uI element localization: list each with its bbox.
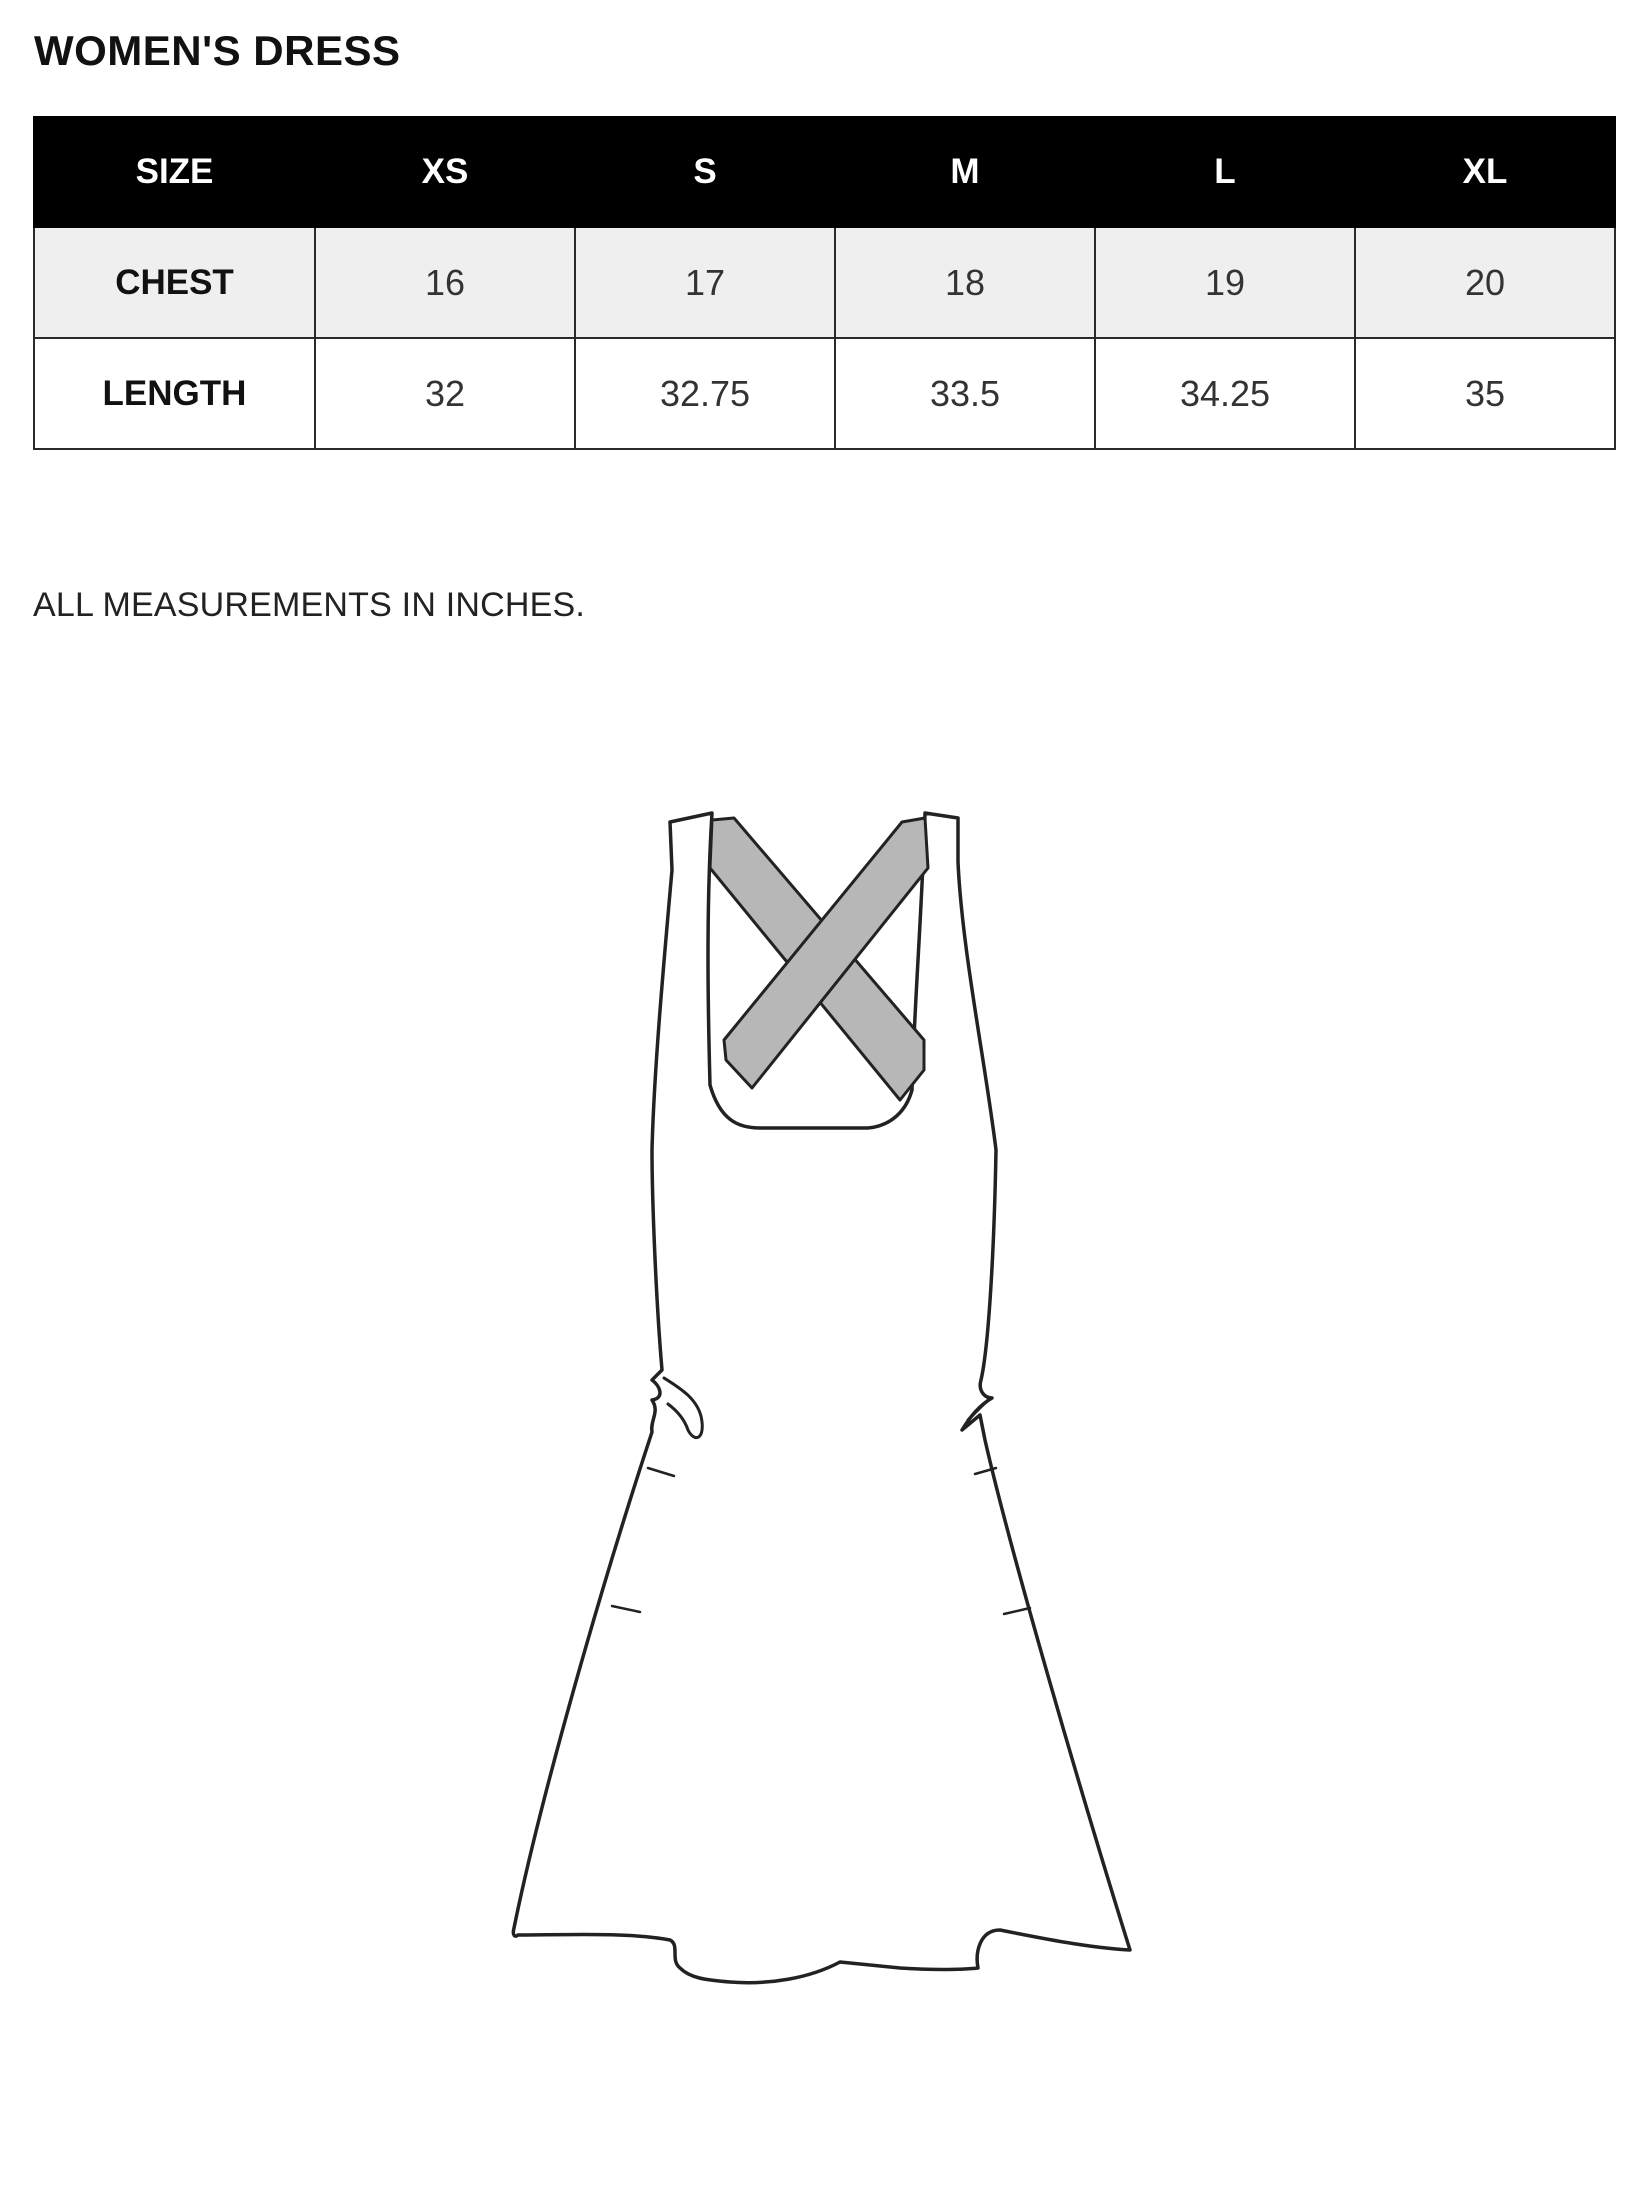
chest-value-s: 17 [575,227,835,338]
header-cell-xl: XL [1355,117,1615,227]
header-cell-s: S [575,117,835,227]
length-value-l: 34.25 [1095,338,1355,449]
header-cell-size: SIZE [34,117,315,227]
chest-value-m: 18 [835,227,1095,338]
chest-value-l: 19 [1095,227,1355,338]
chest-value-xl: 20 [1355,227,1615,338]
length-value-m: 33.5 [835,338,1095,449]
length-value-s: 32.75 [575,338,835,449]
length-value-xs: 32 [315,338,575,449]
page-title: WOMEN'S DRESS [34,27,401,74]
header-cell-xs: XS [315,117,575,227]
chest-value-xs: 16 [315,227,575,338]
row-label-chest: CHEST [34,227,315,338]
measurement-unit-note: ALL MEASUREMENTS IN INCHES. [33,586,586,624]
length-value-xl: 35 [1355,338,1615,449]
row-label-length: LENGTH [34,338,315,449]
header-cell-l: L [1095,117,1355,227]
header-cell-m: M [835,117,1095,227]
